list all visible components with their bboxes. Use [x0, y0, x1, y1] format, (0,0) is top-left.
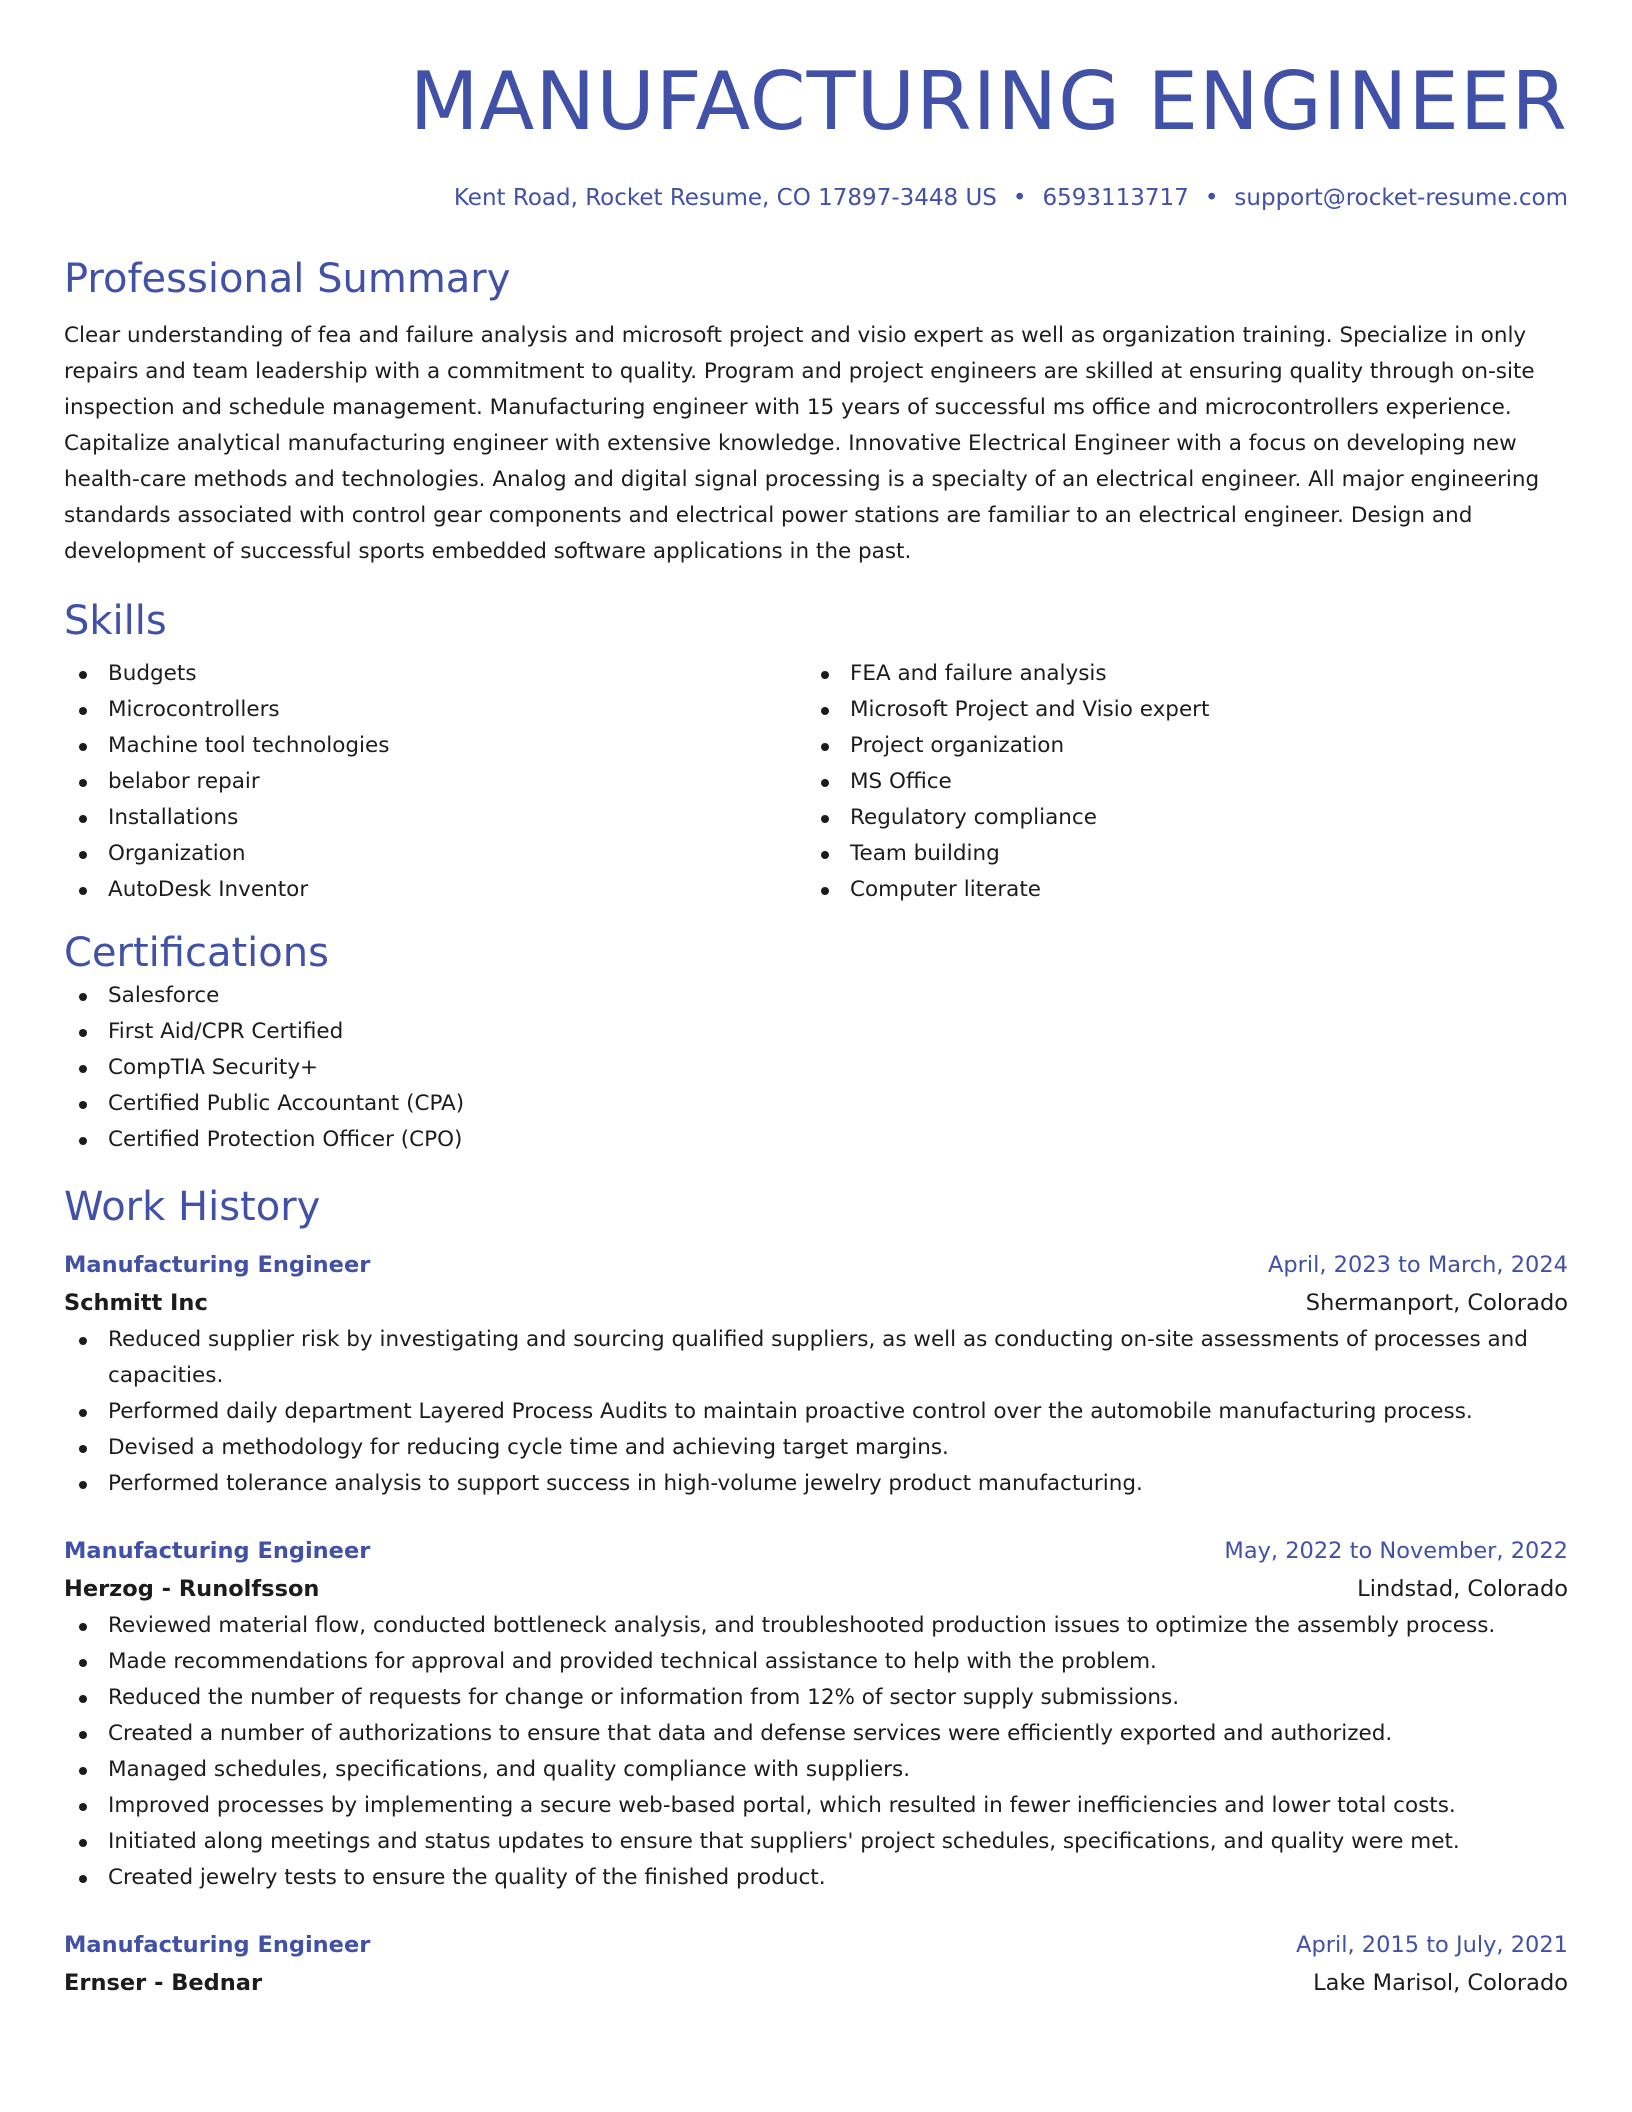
skill-item-text: Microcontrollers [108, 697, 280, 722]
skill-item-text: AutoDesk Inventor [108, 877, 309, 902]
bullet-dot-icon [79, 851, 87, 859]
certification-item [64, 1050, 1568, 1086]
job-role: Manufacturing Engineer [64, 1252, 371, 1278]
contact-email: support@rocket-resume.com [1234, 185, 1568, 211]
skill-item-text: Microsoft Project and Visio expert [850, 697, 1210, 722]
summary-heading: Professional Summary [64, 256, 511, 302]
summary-text: Clear understanding of fea and failure analysis and microsoft project and visio expert as well as organization training. Specialize in only repairs and team leadership with a commitment to quality. Program and project engineers are skilled at ensuring quality through on-site inspection and schedule management. Manufacturing engineer with 15 years of successful ms office and microcontrollers experience. Capitalize analytical manufacturing engineer with extensive knowledge. Innovative Electrical Engineer with a focus on developing new health-care methods and technologies. Analog and digital signal processing is a specialty of an electrical engineer. All major engineering standards associated with control gear components and electrical power stations are familiar to an electrical engineer. Design and development of successful sports embedded software applications in the past. [64, 323, 1540, 564]
job-bullet [64, 1644, 1568, 1680]
contact-phone: 6593113717 [1042, 185, 1189, 211]
contact-line [64, 182, 1568, 214]
job-company-row [64, 1570, 1568, 1608]
resume-header [64, 0, 1568, 214]
skill-item [64, 728, 806, 764]
bullet-dot-icon [79, 1337, 87, 1345]
skill-item-text: Team building [850, 841, 1000, 866]
skills-heading: Skills [64, 598, 167, 644]
bullet-dot-icon [79, 779, 87, 787]
job-bullet-text: Managed schedules, specifications, and quality compliance with suppliers. [108, 1757, 911, 1782]
certification-item-text: CompTIA Security+ [108, 1055, 319, 1080]
skill-item-text: Regulatory compliance [850, 805, 1097, 830]
skill-item [806, 800, 1548, 836]
job-bullet [64, 1430, 1568, 1466]
certifications-section [64, 928, 1568, 1158]
bullet-dot-icon [79, 993, 87, 1001]
bullet-dot-icon [79, 1767, 87, 1775]
job-entry [64, 1532, 1568, 1896]
skills-section [64, 596, 1568, 908]
job-entry [64, 1926, 1568, 2002]
bullet-dot-icon [821, 743, 829, 751]
work-history-heading: Work History [64, 1184, 321, 1230]
skill-item [64, 836, 806, 872]
summary-section [64, 254, 1568, 570]
certification-item-text: Certified Protection Officer (CPO) [108, 1127, 463, 1152]
certification-item [64, 1014, 1568, 1050]
job-bullet [64, 1394, 1568, 1430]
job-company: Schmitt Inc [64, 1290, 208, 1316]
skills-column-right [806, 656, 1548, 908]
bullet-dot-icon [79, 1481, 87, 1489]
bullet-dot-icon [821, 815, 829, 823]
skill-item-text: MS Office [850, 769, 952, 794]
job-company: Ernser - Bednar [64, 1970, 263, 1996]
job-bullet [64, 1752, 1568, 1788]
skill-item-text: Computer literate [850, 877, 1041, 902]
job-company: Herzog - Runolfsson [64, 1576, 320, 1602]
job-bullet [64, 1608, 1568, 1644]
bullet-dot-icon [79, 743, 87, 751]
skill-item-text: Installations [108, 805, 239, 830]
contact-separator: • [1012, 185, 1027, 211]
bullet-dot-icon [79, 1839, 87, 1847]
bullet-dot-icon [79, 1875, 87, 1883]
skill-item-text: belabor repair [108, 769, 260, 794]
contact-address: Kent Road, Rocket Resume, CO 17897-3448 US [453, 185, 997, 211]
job-bullet-text: Reduced the number of requests for change or information from 12% of sector supply submissions. [108, 1685, 1180, 1710]
bullet-dot-icon [79, 887, 87, 895]
skills-column-left [64, 656, 806, 908]
skill-item [806, 872, 1548, 908]
job-bullet-text: Performed daily department Layered Process Audits to maintain proactive control over the automobile manufacturing process. [108, 1399, 1473, 1424]
job-company-row [64, 1964, 1568, 2002]
certification-item-text: First Aid/CPR Certified [108, 1019, 344, 1044]
job-location: Shermanport, Colorado [1305, 1290, 1568, 1316]
job-bullet [64, 1716, 1568, 1752]
job-bullet [64, 1466, 1568, 1502]
bullet-dot-icon [79, 671, 87, 679]
job-bullet [64, 1788, 1568, 1824]
job-entry [64, 1246, 1568, 1502]
skill-item [806, 728, 1548, 764]
skill-item-text: Project organization [850, 733, 1065, 758]
job-bullet-text: Improved processes by implementing a secure web-based portal, which resulted in fewer inefficiencies and lower total costs. [108, 1793, 1456, 1818]
bullet-dot-icon [821, 851, 829, 859]
skill-item-text: Organization [108, 841, 246, 866]
bullet-dot-icon [79, 1803, 87, 1811]
job-bullet-text: Created a number of authorizations to ensure that data and defense services were efficiently exported and authorized. [108, 1721, 1393, 1746]
job-header-row [64, 1246, 1568, 1284]
job-header-row [64, 1532, 1568, 1570]
job-role: Manufacturing Engineer [64, 1932, 371, 1958]
skill-item [64, 764, 806, 800]
skill-item [64, 800, 806, 836]
work-history-section [64, 1182, 1568, 2002]
skill-item [806, 836, 1548, 872]
bullet-dot-icon [79, 1065, 87, 1073]
job-bullet-text: Devised a methodology for reducing cycle time and achieving target margins. [108, 1435, 949, 1460]
bullet-dot-icon [79, 1445, 87, 1453]
skills-columns [64, 656, 1568, 908]
bullet-dot-icon [79, 1695, 87, 1703]
skills-list-right [806, 656, 1548, 908]
job-bullet-text: Reviewed material flow, conducted bottleneck analysis, and troubleshooted production issues to optimize the assembly process. [108, 1613, 1496, 1638]
skill-item-text: Machine tool technologies [108, 733, 390, 758]
skill-item [64, 656, 806, 692]
job-dates: May, 2022 to November, 2022 [1224, 1538, 1568, 1564]
skill-item [806, 692, 1548, 728]
skill-item [806, 764, 1548, 800]
bullet-dot-icon [79, 1029, 87, 1037]
bullet-dot-icon [79, 1409, 87, 1417]
job-bullet [64, 1322, 1568, 1394]
certification-item-text: Certified Public Accountant (CPA) [108, 1091, 465, 1116]
certification-item [64, 1122, 1568, 1158]
skill-item [64, 872, 806, 908]
bullet-dot-icon [821, 671, 829, 679]
job-header-row [64, 1926, 1568, 1964]
bullet-dot-icon [821, 887, 829, 895]
certifications-list [64, 978, 1568, 1158]
job-bullet-list [64, 1322, 1568, 1502]
skill-item-text: FEA and failure analysis [850, 661, 1107, 686]
job-dates: April, 2023 to March, 2024 [1267, 1252, 1568, 1278]
bullet-dot-icon [79, 1101, 87, 1109]
certifications-heading: Certifications [64, 930, 329, 976]
job-location: Lindstad, Colorado [1357, 1576, 1568, 1602]
job-bullet [64, 1860, 1568, 1896]
bullet-dot-icon [821, 707, 829, 715]
bullet-dot-icon [79, 1623, 87, 1631]
job-bullet-list [64, 1608, 1568, 1896]
skill-item-text: Budgets [108, 661, 197, 686]
contact-separator: • [1204, 185, 1219, 211]
job-bullet [64, 1824, 1568, 1860]
resume-page [64, 0, 1568, 2002]
bullet-dot-icon [79, 1659, 87, 1667]
job-bullet-text: Performed tolerance analysis to support success in high-volume jewelry product manufacturing. [108, 1471, 1143, 1496]
job-bullet-text: Reduced supplier risk by investigating and sourcing qualified suppliers, as well as conducting on-site assessments of processes and capacities. [108, 1327, 1528, 1388]
bullet-dot-icon [79, 1731, 87, 1739]
certification-item [64, 1086, 1568, 1122]
bullet-dot-icon [79, 815, 87, 823]
bullet-dot-icon [79, 1137, 87, 1145]
job-bullet-text: Created jewelry tests to ensure the quality of the finished product. [108, 1865, 826, 1890]
job-location: Lake Marisol, Colorado [1313, 1970, 1568, 1996]
bullet-dot-icon [821, 779, 829, 787]
certification-item [64, 978, 1568, 1014]
resume-title: MANUFACTURING ENGINEER [409, 55, 1568, 148]
skill-item [64, 692, 806, 728]
bullet-dot-icon [79, 707, 87, 715]
skill-item [806, 656, 1548, 692]
job-bullet-text: Initiated along meetings and status updates to ensure that suppliers' project schedules, specifications, and quality were met. [108, 1829, 1460, 1854]
skills-list-left [64, 656, 806, 908]
job-company-row [64, 1284, 1568, 1322]
job-role: Manufacturing Engineer [64, 1538, 371, 1564]
job-dates: April, 2015 to July, 2021 [1296, 1932, 1568, 1958]
job-bullet-text: Made recommendations for approval and provided technical assistance to help with the problem. [108, 1649, 1157, 1674]
job-bullet [64, 1680, 1568, 1716]
certification-item-text: Salesforce [108, 983, 220, 1008]
